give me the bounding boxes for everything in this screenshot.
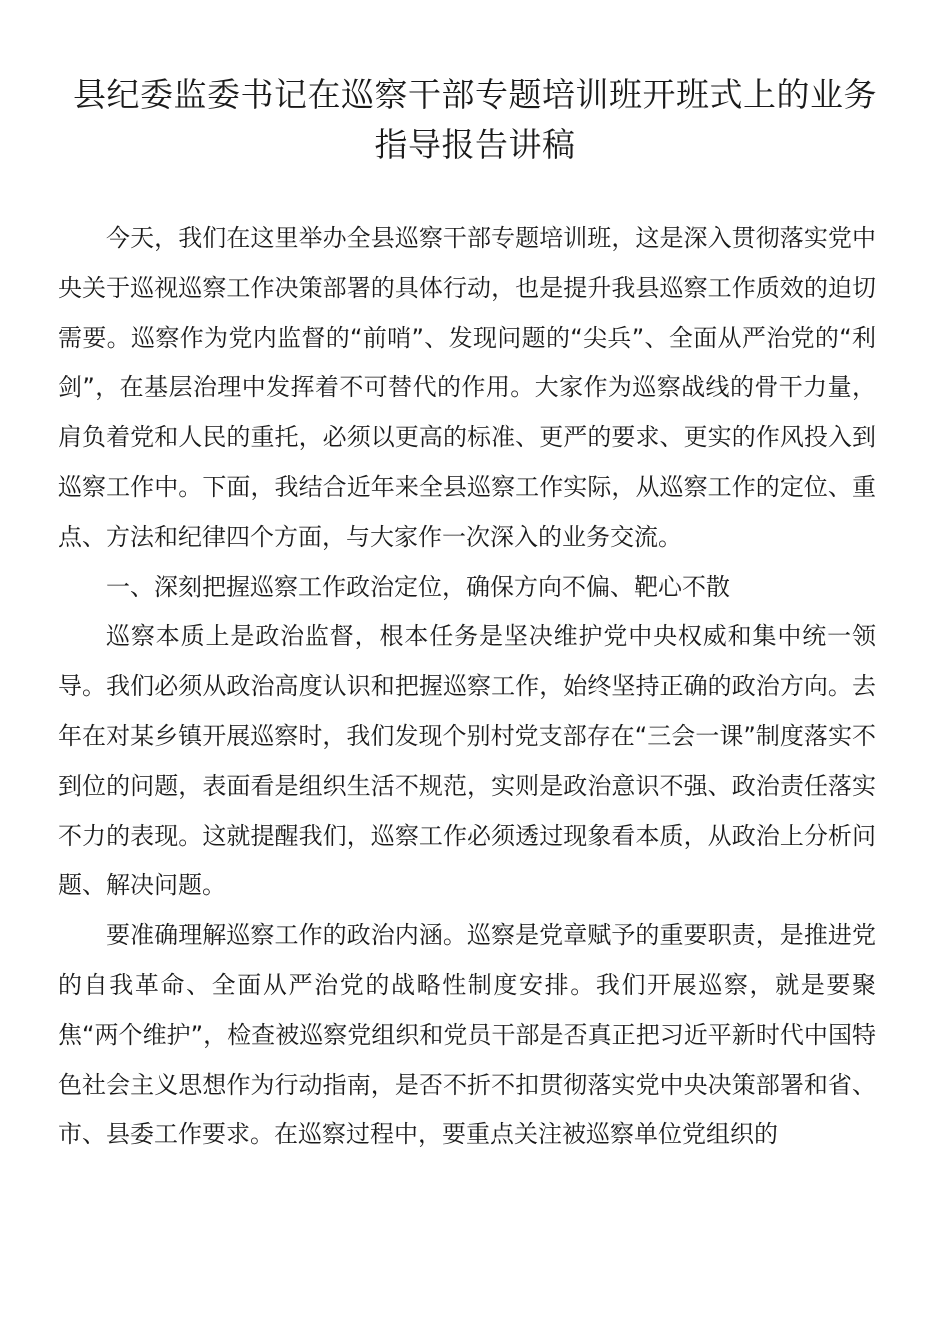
section-heading-1: 一、深刻把握巡察工作政治定位，确保方向不偏、靶心不散 [106, 572, 730, 601]
paragraph-political-connotation: 要准确理解巡察工作的政治内涵。巡察是党章赋予的重要职责，是推进党的自我革命、全面从严治党的战略性制度安排。我们开展巡察，就是要聚焦“两个维护”，检查被巡察党组织和党员干部是否真正把习近平新时代中国特色社会主义思想作为行动指南，是否不折不扣贯彻落实党中央决策部署和省、市、县委工作要求。在巡察过程中，要重点关注被巡察单位党组织的 [58, 921, 876, 1149]
document-body [58, 214, 876, 1160]
document-title: 县纪委监委书记在巡察干部专题培训班开班式上的业务指导报告讲稿 [73, 75, 877, 164]
paragraph-intro: 今天，我们在这里举办全县巡察干部专题培训班，这是深入贯彻落实党中央关于巡视巡察工作决策部署的具体行动，也是提升我县巡察工作质效的迫切需要。巡察作为党内监督的“前哨”、发现问题的“尖兵”、全面从严治党的“利剑”，在基层治理中发挥着不可替代的作用。大家作为巡察战线的骨干力量，肩负着党和人民的重托，必须以更高的标准、更严的要求、更实的作风投入到巡察工作中。下面，我结合近年来全县巡察工作实际，从巡察工作的定位、重点、方法和纪律四个方面，与大家作一次深入的业务交流。 [58, 224, 876, 551]
paragraph-political-supervision: 巡察本质上是政治监督，根本任务是坚决维护党中央权威和集中统一领导。我们必须从政治高度认识和把握巡察工作，始终坚持正确的政治方向。去年在对某乡镇开展巡察时，我们发现个别村党支部存在“三会一课”制度落实不到位的问题，表面看是组织生活不规范，实则是政治意识不强、政治责任落实不力的表现。这就提醒我们，巡察工作必须透过现象看本质，从政治上分析问题、解决问题。 [58, 622, 876, 900]
